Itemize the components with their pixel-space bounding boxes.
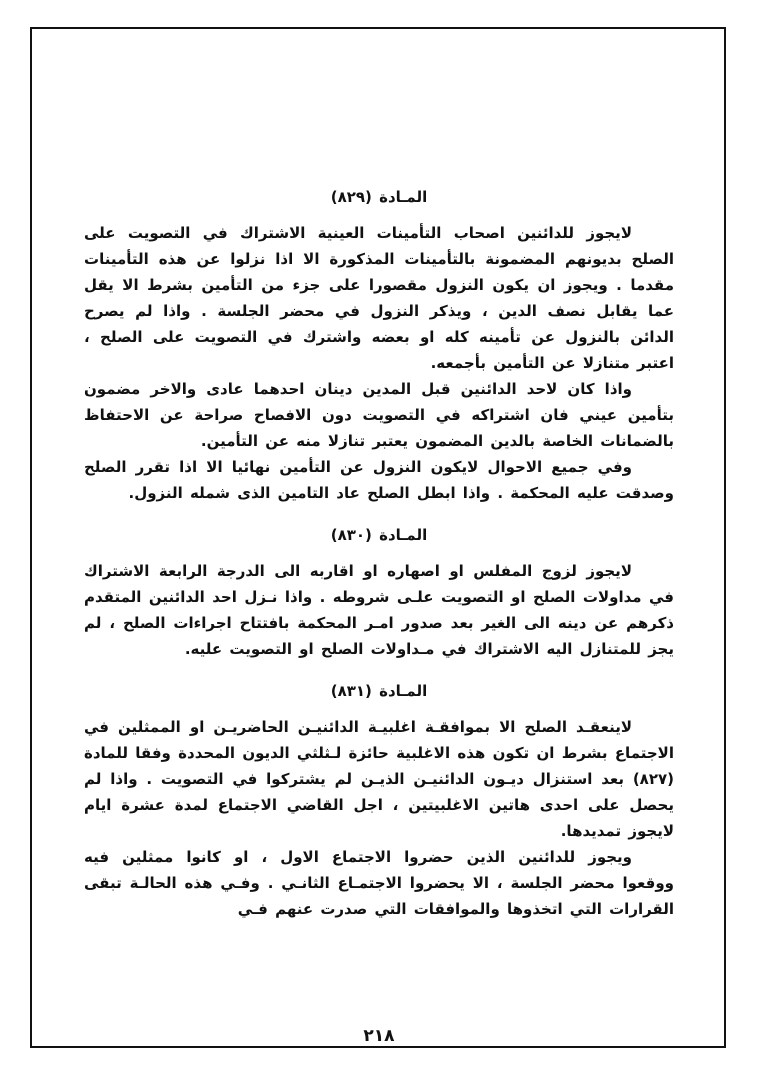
article-heading: المـادة (٨٣١) bbox=[330, 682, 428, 700]
article-paragraph: وفي جميع الاحوال لايكون النزول عن التأمين نهائيا الا اذا تقرر الصلح وصدقت عليه المحكمة . واذا ابطل الصلح عاد التامين الذى شمله النزول. bbox=[84, 458, 674, 502]
article-paragraph: لايجوز للدائنين اصحاب التأمينات العينية الاشتراك في التصويت على الصلح بديونهم المضمونة بالتأمينات المذكورة الا اذا نزلوا عن هذه التأمينات مقدما . ويجوز ان يكون النزول مقصورا على جزء من التأمين بشرط الا يقل عما يقابل نصف الدين ، ويذكر النزول في محضر الجلسة . واذا لم يصرح الدائن بالنزول عن تأمينه كله او بعضه واشترك في التصويت على الصلح ، اعتبر متنازلا عن التأمين بأجمعه. bbox=[84, 224, 674, 372]
article-831 bbox=[84, 678, 674, 922]
article-paragraph: لايجوز لزوج المفلس او اصهاره او اقاربه الى الدرجة الرابعة الاشتراك في مداولات الصلح او التصويت علـى شروطه . واذا نـزل احد الدائنين المتقدم ذكرهم عن دينه الى الغير بعد صدور امـر المحكمة بافتتاح اجراءات الصلح ، لم يجز للمتنازل اليه الاشتراك في مـداولات الصلح او التصويت عليه. bbox=[84, 562, 674, 658]
page-number: ٢١٨ bbox=[363, 1026, 395, 1046]
article-heading: المـادة (٨٣٠) bbox=[330, 526, 428, 544]
article-829 bbox=[84, 184, 674, 506]
page-content bbox=[84, 184, 674, 922]
article-heading: المـادة (٨٢٩) bbox=[330, 188, 428, 206]
article-paragraph: واذا كان لاحد الدائنين قبل المدين دينان احدهما عادى والاخر مضمون بتأمين عيني فان اشتراكه في التصويت دون الافصاح صراحة عن الاحتفاظ بالضمانات الخاصة بالدين المضمون يعتبر تنازلا منه عن التأمين. bbox=[84, 380, 674, 450]
article-paragraph: ويجوز للدائنين الذين حضروا الاجتماع الاول ، او كانوا ممثلين فيه ووقعوا محضر الجلسة ، الا يحضروا الاجتمـاع الثانـي . وفـي هذه الحالـة تبقى القرارات التي اتخذوها والموافقات التي صدرت عنهم فـي bbox=[84, 848, 674, 918]
article-830 bbox=[84, 522, 674, 662]
article-paragraph: لاينعقـد الصلح الا بموافقـة اغلبيـة الدائنيـن الحاضريـن او الممثلين في الاجتماع بشرط ان تكون هذه الاغلبية حائزة لـثلثي الديون المحددة وفقا للمادة (٨٢٧) بعد استنزال ديـون الدائنيـن الذيـن لم يشتركوا في التصويت . واذا لم يحصل على احدى هاتين الاغلبيتين ، اجل القاضي الاجتماع لمدة عشرة ايام لايجوز تمديدها. bbox=[84, 718, 674, 840]
